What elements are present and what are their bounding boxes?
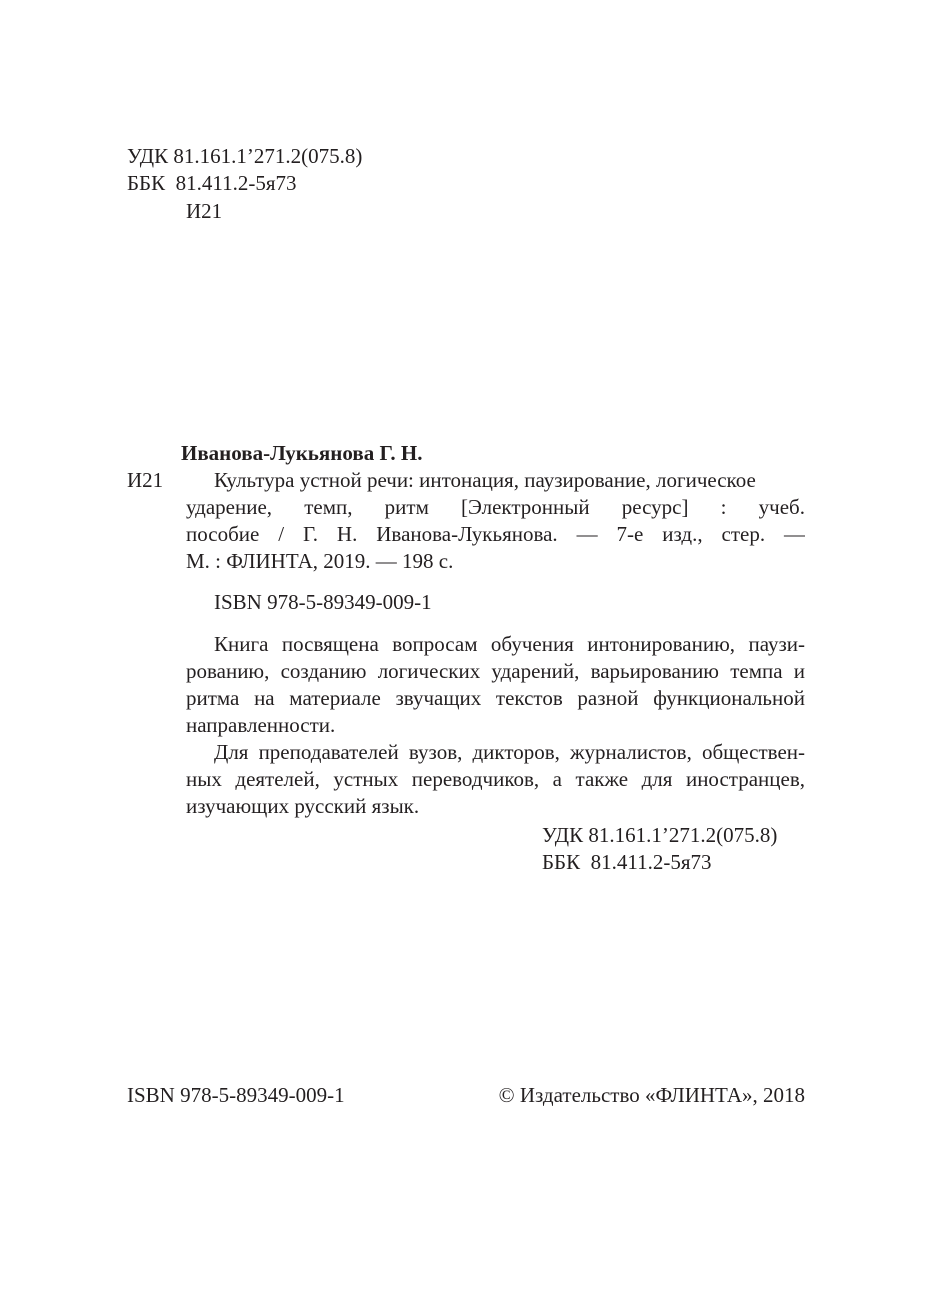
annotation-line-3: ритма на материале звучащих текстов разной функциональной: [186, 686, 805, 710]
title-line-3: пособие / Г. Н. Иванова-Лукьянова. — 7-е изд., стер. —: [186, 522, 805, 546]
title-line-2: ударение, темп, ритм [Электронный ресурс] : учеб.: [186, 495, 805, 519]
udk-top: УДК 81.161.1’271.2(075.8): [127, 144, 363, 168]
audience-line-1: Для преподавателей вузов, дикторов, журналистов, обществен-: [214, 740, 805, 764]
udk-bottom: УДК 81.161.1’271.2(075.8): [542, 823, 778, 847]
author-sign-entry: И21: [127, 468, 164, 492]
bbk-top: ББК 81.411.2-5я73: [127, 171, 297, 195]
annotation-line-1: Книга посвящена вопросам обучения интонированию, паузи-: [214, 632, 805, 656]
author-sign-top: И21: [186, 199, 223, 223]
annotation-line-2: рованию, созданию логических ударений, варьированию темпа и: [186, 659, 805, 683]
audience-line-2: ных деятелей, устных переводчиков, а также для иностранцев,: [186, 767, 805, 791]
bbk-bottom: ББК 81.411.2-5я73: [542, 850, 712, 874]
title-line-1: Культура устной речи: интонация, паузирование, логическое: [214, 468, 756, 492]
audience-line-3: изучающих русский язык.: [186, 794, 420, 818]
isbn-footer: ISBN 978-5-89349-009-1: [127, 1083, 345, 1107]
author-heading: Иванова-Лукьянова Г. Н.: [181, 441, 423, 465]
isbn-entry: ISBN 978-5-89349-009-1: [214, 590, 432, 614]
title-line-4: М. : ФЛИНТА, 2019. — 198 с.: [186, 549, 454, 573]
annotation-line-4: направленности.: [186, 713, 336, 737]
copyright-notice: © Издательство «ФЛИНТА», 2018: [498, 1083, 805, 1107]
